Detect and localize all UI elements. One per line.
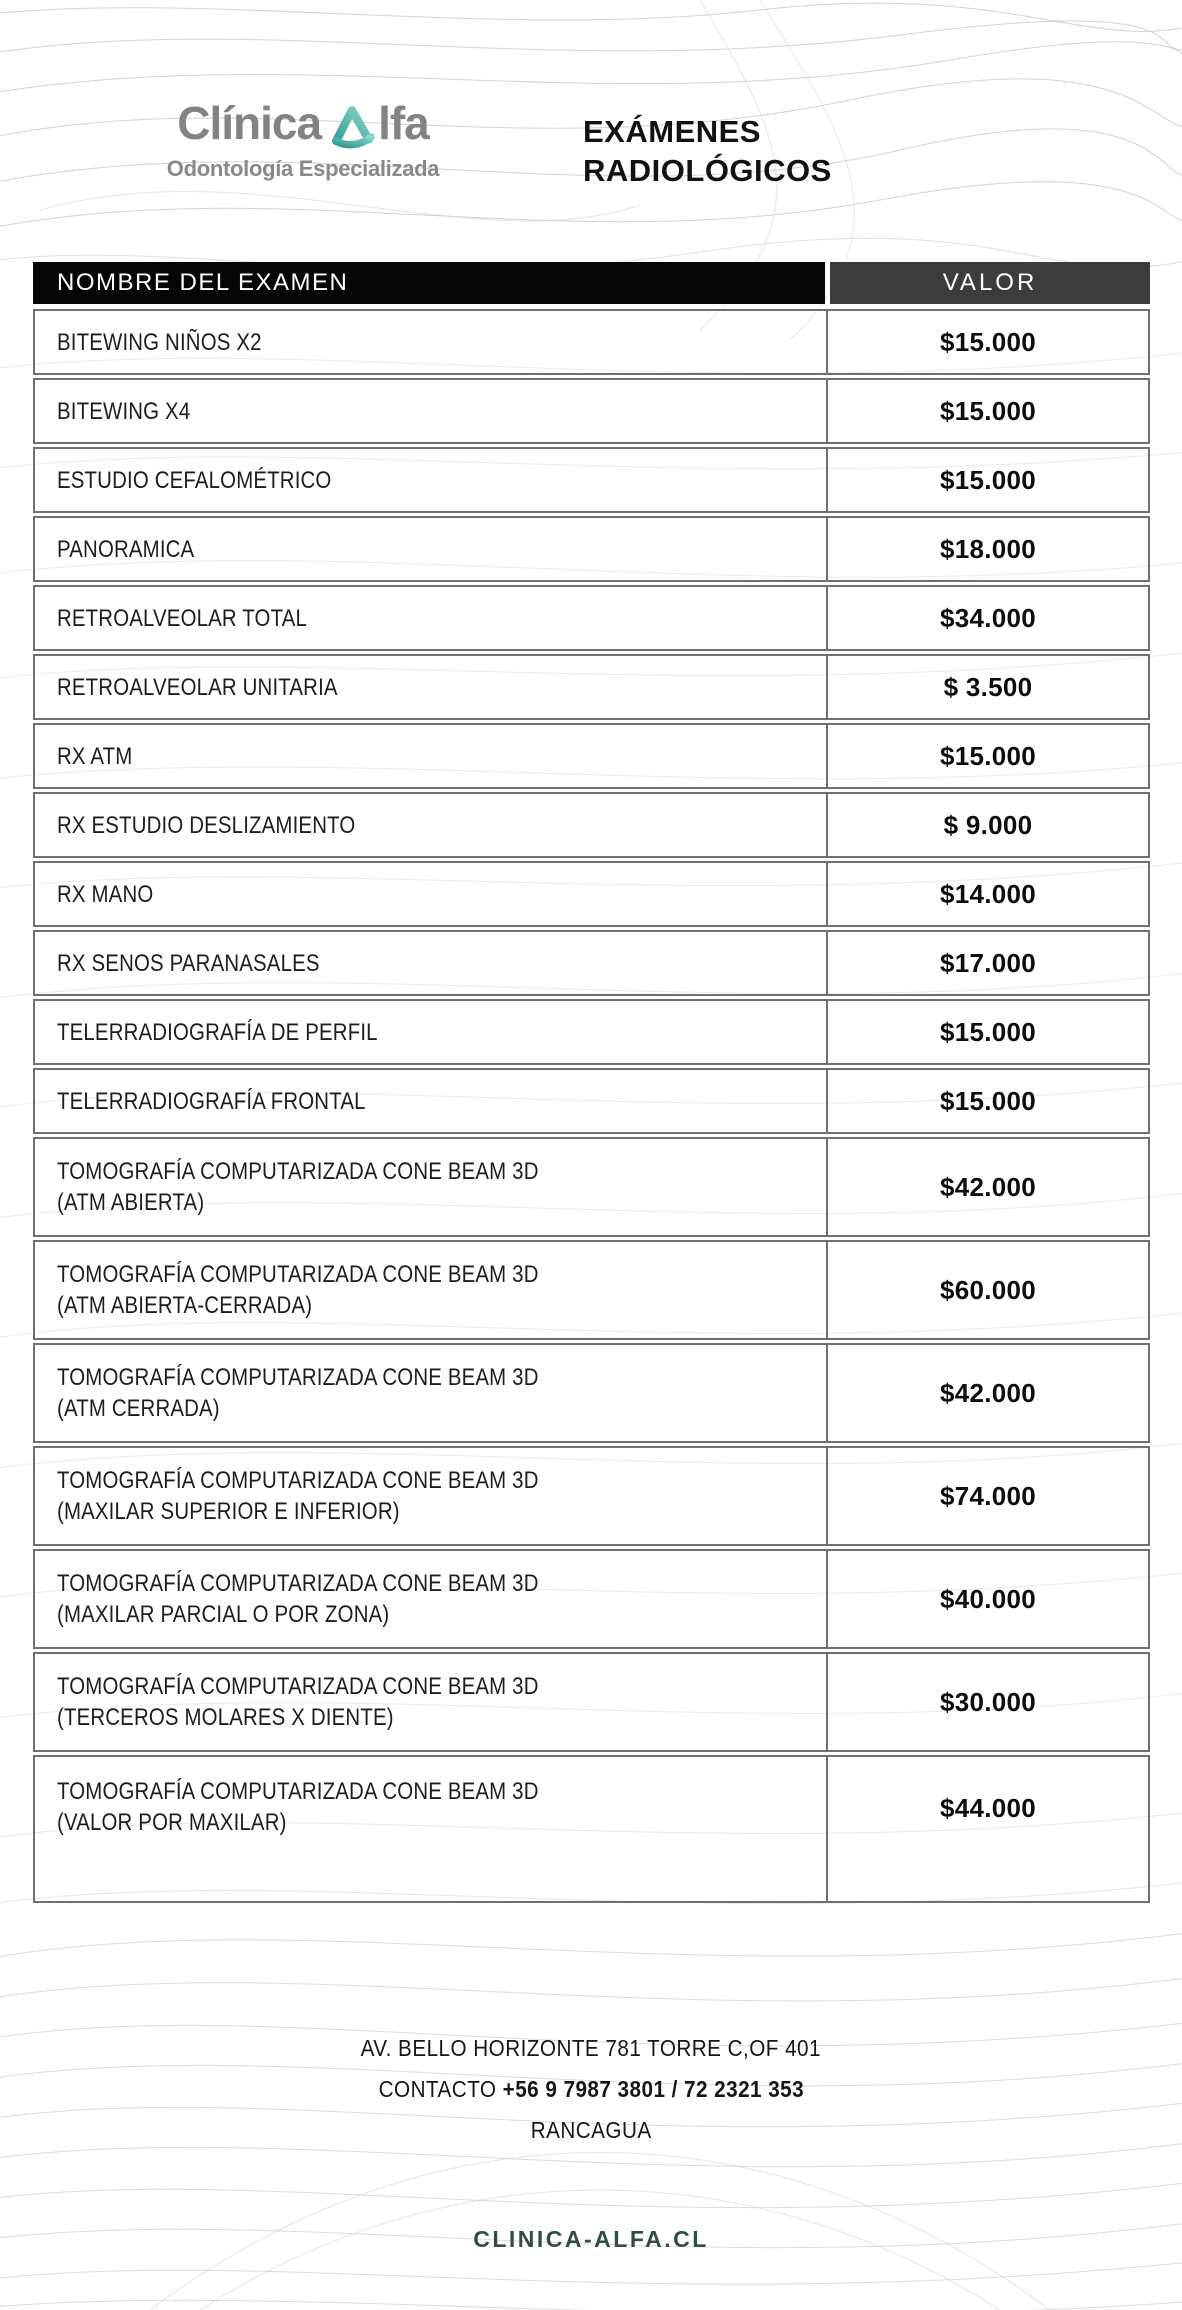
exam-name: TELERRADIOGRAFÍA FRONTAL [57, 1087, 366, 1115]
table-row [33, 378, 1150, 444]
exam-price: $42.000 [939, 1377, 1037, 1408]
exam-name: RETROALVEOLAR UNITARIA [57, 673, 338, 701]
exam-price: $15.000 [939, 1085, 1037, 1116]
exam-value-cell [828, 656, 1148, 718]
exam-value-cell [828, 1242, 1148, 1338]
exam-price: $15.000 [939, 740, 1037, 771]
exam-name: RX ESTUDIO DESLIZAMIENTO [57, 811, 356, 839]
exam-value-cell [828, 518, 1148, 580]
exam-price: $15.000 [939, 1016, 1037, 1047]
logo-tagline: Odontología Especializada [166, 156, 440, 181]
exam-value-cell [828, 1001, 1148, 1063]
exam-value-cell [828, 932, 1148, 994]
table-row [33, 1068, 1150, 1134]
exam-name-cell [35, 587, 828, 649]
footer-phone-numbers: +56 9 7987 3801 / 72 2321 353 [502, 2076, 804, 2102]
table-row [33, 1343, 1150, 1443]
exam-detail: (MAXILAR PARCIAL O POR ZONA) [57, 1601, 390, 1628]
table-row [33, 1755, 1150, 1903]
clinic-logo [148, 96, 458, 182]
exam-name-cell [35, 380, 828, 442]
exam-value-cell [828, 1345, 1148, 1441]
exam-price: $ 9.000 [943, 809, 1033, 840]
footer-contact-block [0, 2028, 1182, 2151]
exam-value-cell [828, 863, 1148, 925]
exam-price: $17.000 [939, 947, 1037, 978]
exam-price: $15.000 [939, 464, 1037, 495]
exam-price: $60.000 [939, 1274, 1037, 1305]
exam-value-cell [828, 1070, 1148, 1132]
table-row [33, 1137, 1150, 1237]
table-row [33, 447, 1150, 513]
table-row [33, 654, 1150, 720]
exam-price: $44.000 [939, 1793, 1037, 1823]
exam-name-cell [35, 794, 828, 856]
exam-value-cell [828, 311, 1148, 373]
price-table [33, 262, 1150, 1906]
table-row [33, 585, 1150, 651]
page-title-line2: RADIOLÓGICOS [583, 153, 832, 188]
exam-name-cell [35, 1551, 828, 1647]
exam-price: $15.000 [939, 326, 1037, 357]
exam-price: $40.000 [939, 1583, 1037, 1614]
exam-name: TOMOGRAFÍA COMPUTARIZADA CONE BEAM 3D [57, 1158, 539, 1185]
exam-price: $18.000 [939, 533, 1037, 564]
exam-name: BITEWING X4 [57, 397, 191, 425]
table-row [33, 1240, 1150, 1340]
exam-value-cell [828, 380, 1148, 442]
table-row [33, 723, 1150, 789]
footer-city: RANCAGUA [530, 2117, 652, 2143]
exam-name: RX MANO [57, 880, 154, 908]
exam-value-cell [828, 1139, 1148, 1235]
footer-contact-label: CONTACTO [378, 2076, 503, 2102]
exam-price: $ 3.500 [943, 671, 1033, 702]
exam-name-cell [35, 863, 828, 925]
exam-value-cell [828, 1551, 1148, 1647]
exam-name-cell [35, 1242, 828, 1338]
website-url: CLINICA-ALFA.CL [473, 2226, 709, 2252]
exam-name-cell [35, 1448, 828, 1544]
exam-name: RETROALVEOLAR TOTAL [57, 604, 307, 632]
exam-name: TOMOGRAFÍA COMPUTARIZADA CONE BEAM 3D [57, 1364, 539, 1391]
column-header-exam-name: NOMBRE DEL EXAMEN [33, 262, 825, 304]
table-row [33, 1446, 1150, 1546]
exam-name-cell [35, 725, 828, 787]
exam-price: $15.000 [939, 395, 1037, 426]
exam-name-cell [35, 656, 828, 718]
exam-price: $14.000 [939, 878, 1037, 909]
exam-value-cell [828, 587, 1148, 649]
exam-name-cell [35, 1757, 828, 1901]
exam-name: BITEWING NIÑOS X2 [57, 328, 262, 356]
exam-name-cell [35, 449, 828, 511]
exam-name: RX SENOS PARANASALES [57, 949, 320, 977]
exam-value-cell [828, 725, 1148, 787]
table-row [33, 930, 1150, 996]
exam-name: TOMOGRAFÍA COMPUTARIZADA CONE BEAM 3D [57, 1673, 539, 1700]
page-title [583, 112, 832, 190]
exam-detail: (ATM CERRADA) [57, 1395, 220, 1422]
exam-name-cell [35, 1070, 828, 1132]
exam-detail: (TERCEROS MOLARES X DIENTE) [57, 1704, 394, 1731]
column-header-value: VALOR [830, 262, 1150, 304]
exam-name: TOMOGRAFÍA COMPUTARIZADA CONE BEAM 3D [57, 1778, 539, 1805]
exam-value-cell [828, 1654, 1148, 1750]
table-header [33, 262, 1150, 304]
exam-name: ESTUDIO CEFALOMÉTRICO [57, 466, 332, 494]
exam-detail: (VALOR POR MAXILAR) [57, 1809, 287, 1836]
table-row [33, 999, 1150, 1065]
exam-detail: (MAXILAR SUPERIOR E INFERIOR) [57, 1498, 400, 1525]
exam-value-cell [828, 794, 1148, 856]
exam-name-cell [35, 518, 828, 580]
table-row [33, 1549, 1150, 1649]
logo-text-suffix: lfa [378, 97, 429, 149]
exam-detail: (ATM ABIERTA) [57, 1189, 205, 1216]
exam-value-cell [828, 1448, 1148, 1544]
table-row [33, 861, 1150, 927]
exam-name-cell [35, 1139, 828, 1235]
exam-value-cell [828, 449, 1148, 511]
exam-name-cell [35, 932, 828, 994]
exam-name-cell [35, 1654, 828, 1750]
alpha-triangle-icon [327, 102, 377, 150]
exam-price: $30.000 [939, 1686, 1037, 1717]
exam-name-cell [35, 311, 828, 373]
exam-name-cell [35, 1001, 828, 1063]
table-row [33, 516, 1150, 582]
exam-name: TELERRADIOGRAFÍA DE PERFIL [57, 1018, 378, 1046]
table-row [33, 309, 1150, 375]
exam-price: $34.000 [939, 602, 1037, 633]
logo-text-prefix: Clínica [177, 97, 322, 149]
exam-detail: (ATM ABIERTA-CERRADA) [57, 1292, 313, 1319]
exam-name: TOMOGRAFÍA COMPUTARIZADA CONE BEAM 3D [57, 1570, 539, 1597]
price-table-body [33, 309, 1150, 1903]
footer-address: AV. BELLO HORIZONTE 781 TORRE C,OF 401 [360, 2035, 822, 2061]
table-row [33, 1652, 1150, 1752]
exam-name-cell [35, 1345, 828, 1441]
exam-price: $74.000 [939, 1480, 1037, 1511]
exam-name: PANORAMICA [57, 535, 195, 563]
exam-value-cell [828, 1757, 1148, 1901]
exam-name: TOMOGRAFÍA COMPUTARIZADA CONE BEAM 3D [57, 1467, 539, 1494]
exam-name: RX ATM [57, 742, 133, 770]
exam-name: TOMOGRAFÍA COMPUTARIZADA CONE BEAM 3D [57, 1261, 539, 1288]
exam-price: $42.000 [939, 1171, 1037, 1202]
footer-contact [378, 2069, 803, 2110]
page-title-line1: EXÁMENES [583, 114, 761, 149]
table-row [33, 792, 1150, 858]
